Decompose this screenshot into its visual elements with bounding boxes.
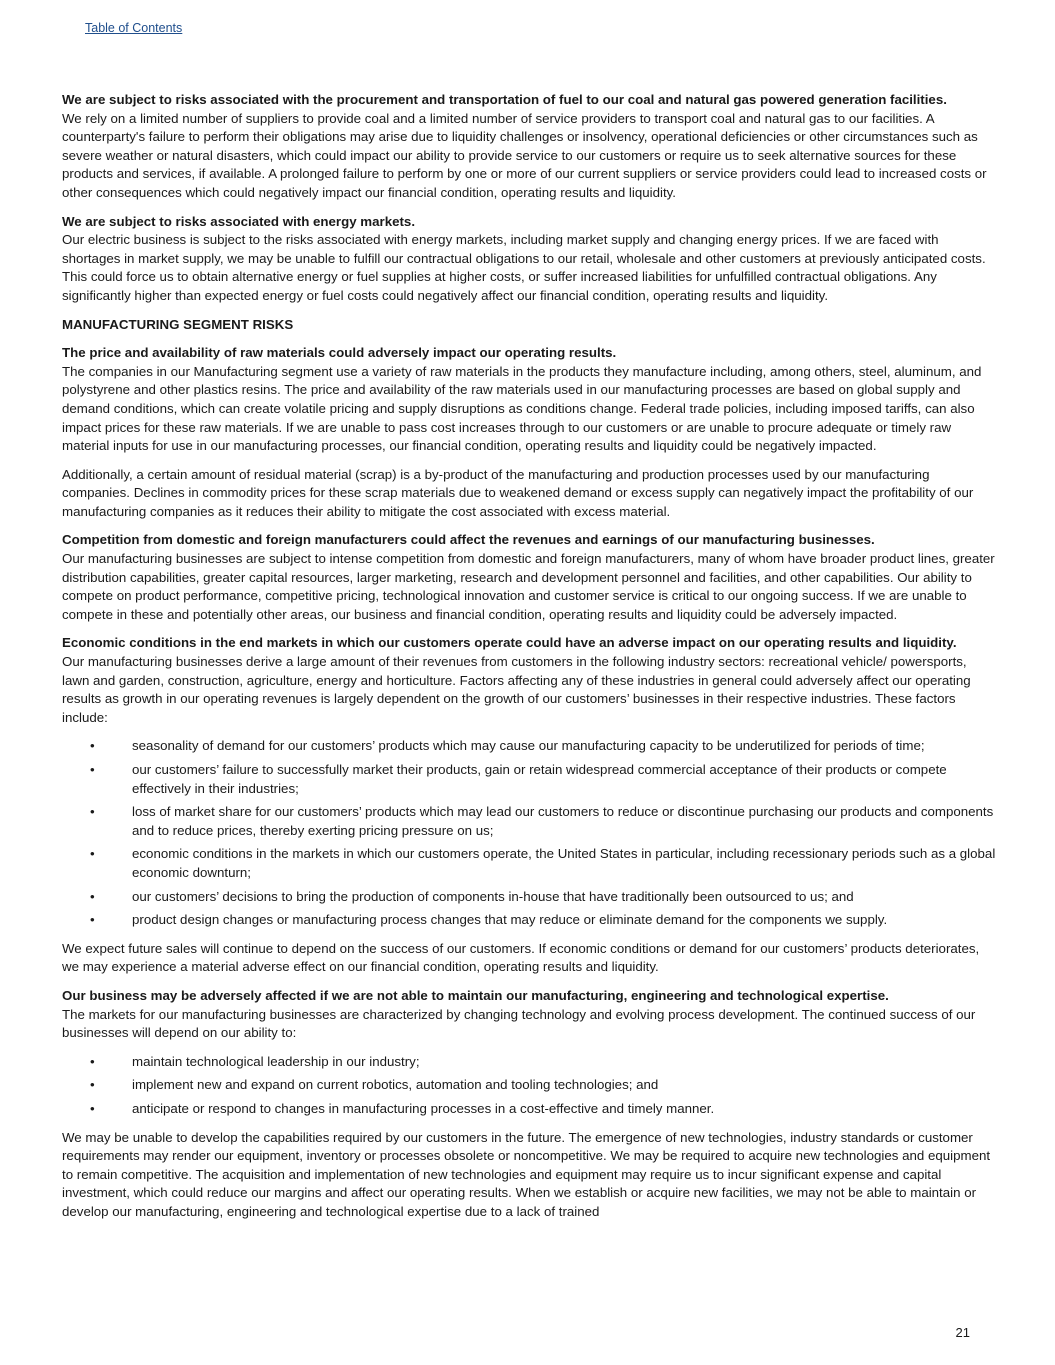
bullet-icon: • [90,1053,95,1069]
risk-text: Our manufacturing businesses derive a large amount of their revenues from customers in the following industry sectors: recreational vehicle/ powersports, lawn and garden, construction, agriculture, energy and horticulture. Factors affecting any of these industries in general could adversely affect our operating results as growth in our operating revenues is largely dependent on the growth of our customers’ businesses in their respective industries. These factors include: [62,654,971,725]
list-item: • our customers’ failure to successfully market their products, gain or retain widespread commercial acceptance of their products or compete effectively in their industries; [90,762,947,796]
document-body [62,91,996,1231]
bullet-icon: • [90,1100,95,1116]
page-number: 21 [955,1325,970,1340]
risk-text: The companies in our Manufacturing segment use a variety of raw materials in the products they manufacture including, among others, steel, aluminum, and polystyrene and other plastics resins. The price and availability of the raw materials used in our manufacturing processes are based on global supply and demand conditions, which can create volatile pricing and supply disruptions as conditions change. Federal trade policies, including imposed tariffs, can also impact prices for these raw materials. If we are unable to pass cost increases through to our customers or are unable to procure adequate or timely raw material inputs for use in our manufacturing processes, our financial condition, operating results and liquidity could be negatively impacted. [62,363,982,454]
list-item: • implement new and expand on current robotics, automation and tooling technologies; and [62,1076,996,1095]
section-title: MANUFACTURING SEGMENT RISKS [62,316,294,332]
risk-text: We rely on a limited number of suppliers to provide coal and a limited number of service providers to transport coal and natural gas to our facilities. A counterparty's failure to perform their obligations may arise due to liquidity challenges or insolvency, operational deficiencies or other circumstances such as severe weather or natural disasters, which could impact our ability to provide service to our customers or require us to seek alternative sources for these products and services, if available. A prolonged failure to perform by one or more of our current suppliers or service providers could lead to increased costs or other consequences which could negatively impact our financial condition, operating results and liquidity. [62,110,987,200]
risk-heading: We are subject to risks associated with the procurement and transportation of fuel to our coal and natural gas powered generation facilities. [62,92,947,107]
bullet-icon: • [90,762,95,777]
list-item: • economic conditions in the markets in which our customers operate, the United States in particular, including recessionary periods such as a global economic downturn; [90,846,996,880]
bullet-icon: • [90,846,95,862]
risk-heading: Economic conditions in the end markets in which our customers operate could have an adverse impact on our operating results and liquidity. [62,635,957,651]
risk-text: The markets for our manufacturing businesses are characterized by changing technology and evolving process development. The continued success of our businesses will depend on our ability to: [62,1006,976,1041]
risk-heading: The price and availability of raw materials could adversely impact our operating results. [62,345,617,361]
bullet-icon: • [90,738,95,754]
risk-text: Our electric business is subject to the risks associated with energy markets, including market supply and changing energy prices. If we are faced with shortages in market supply, we may be unable to fulfill our contractual obligations to our retail, wholesale and other customers at previously anticipated costs. This could force us to obtain alternative energy or fuel supplies at higher costs, or suffer increased liabilities for unfulfilled contractual obligations. Any significantly higher than expected energy or fuel costs could negatively affect our financial condition, operating results and liquidity. [62,232,986,303]
list-item: • anticipate or respond to changes in manufacturing processes in a cost-effective and timely manner. [62,1100,996,1119]
risk-heading: Our business may be adversely affected if we are not able to maintain our manufacturing, engineering and technological expertise. [62,987,889,1003]
economic-conclusion: We expect future sales will continue to depend on the success of our customers. If economic conditions or demand for our customers’ products deteriorates, we may experience a material adverse effect on our financial condition, operating results and liquidity. [62,940,980,975]
table-of-contents-link[interactable]: Table of Contents [85,21,183,35]
list-item: • our customers’ decisions to bring the production of components in-house that have traditionally been outsourced to us; and [62,888,996,907]
scrap-paragraph: Additionally, a certain amount of residual material (scrap) is a by-product of the manufacturing and production processes used by our manufacturing companies. Declines in commodity prices for these scrap materials due to weakened demand or excess supply can negatively impact the profitability of our manufacturing companies as it reduces their ability to mitigate the cost associated with excess material. [62,466,974,519]
risk-technological-expertise [62,987,996,1043]
bullet-icon: • [90,888,95,904]
list-item: • loss of market share for our customers’ products which may lead our customers to reduce or discontinue purchasing our products and components and to reduce prices, thereby exerting pricing pressure on us; [90,804,994,838]
capabilities-list [62,1053,996,1119]
risk-fuel-procurement [62,91,996,203]
economic-factors-list [62,737,996,929]
list-item: • product design changes or manufacturing process changes that may reduce or eliminate demand for the components we supply. [62,911,996,930]
technology-conclusion: We may be unable to develop the capabilities required by our customers in the future. The emergence of new technologies, industry standards or customer requirements may render our equipment, inventory or processes obsolete or noncompetitive. We may be required to acquire new technologies and equipment to remain competitive. The acquisition and implementation of new technologies and equipment may require us to incur significant expense and capital investment, which could reduce our margins and affect our operating results. When we establish or acquire new facilities, we may not be able to maintain or develop our manufacturing, engineering and technological expertise due to a lack of trained [62,1129,991,1219]
risk-heading: Competition from domestic and foreign manufacturers could affect the revenues and earnings of our manufacturing businesses. [62,532,875,548]
list-item: • seasonality of demand for our customers’ products which may cause our manufacturing capacity to be underutilized for periods of time; [62,737,996,756]
risk-energy-markets [62,213,996,306]
risk-economic-conditions [62,634,996,727]
risk-raw-materials [62,344,996,456]
bullet-icon: • [90,912,95,928]
risk-competition [62,531,996,624]
risk-text: Our manufacturing businesses are subject to intense competition from domestic and foreign manufacturers, many of whom have broader product lines, greater distribution capabilities, greater capital resources, larger marketing, research and development personnel and facilities, and other capabilities. Our ability to compete on product performance, competitive pricing, technological innovation and customer service is critical to our ongoing success. If we are unable to compete in these and potentially other areas, our business and financial condition, operating results and liquidity could be adversely impacted. [62,551,995,622]
list-item: • maintain technological leadership in our industry; [62,1053,996,1072]
bullet-icon: • [90,1077,95,1093]
bullet-icon: • [90,804,95,820]
risk-heading: We are subject to risks associated with energy markets. [62,213,416,229]
